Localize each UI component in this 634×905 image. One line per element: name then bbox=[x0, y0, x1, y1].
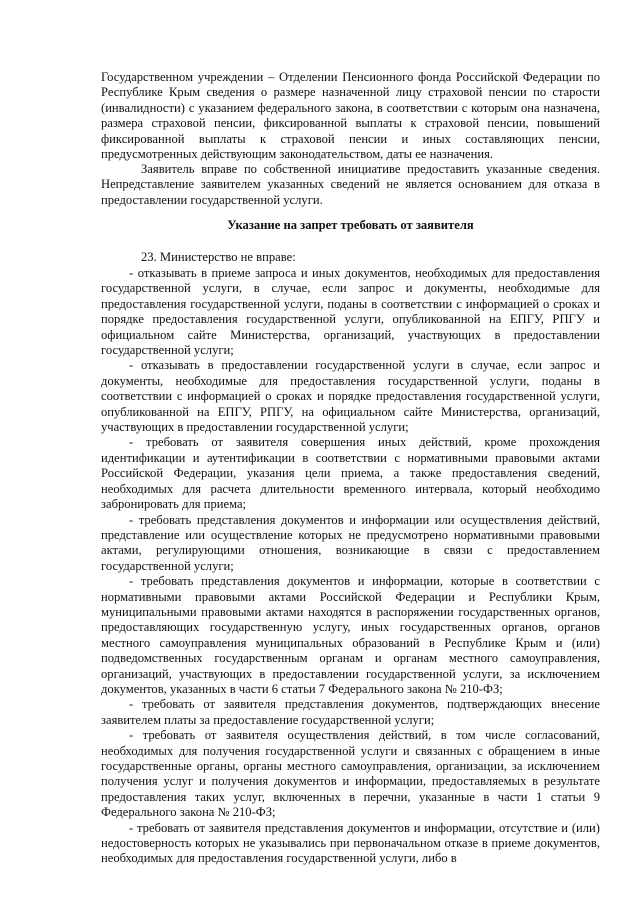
list-item: - отказывать в предоставлении государственной услуги в случае, если запрос и документы, необходимые для предоставления государственной услуги, поданы в соответствии с информацией о сроках и порядке предоставления государственной услуги, опубликованной на ЕПГУ, РПГУ, на официальном сайте Министерства, организаций, участвующих в предоставлении государственной услуги; bbox=[101, 358, 600, 435]
list-item: - требовать от заявителя представления документов и информации, отсутствие и (или) недостоверность которых не указывались при первоначальном отказе в приеме документов, необходимых для предоставления государственной услуги, либо в bbox=[101, 820, 600, 866]
paragraph-clause-23: 23. Министерство не вправе: bbox=[141, 250, 296, 264]
list-item: - требовать представления документов и информации или осуществления действий, представление или осуществление которых не предусмотрено нормативными правовыми актами, регулирующими отношения, возникающие в связи с предоставлением государственной услуги; bbox=[101, 512, 600, 573]
list-item: - отказывать в приеме запроса и иных документов, необходимых для предоставления государственной услуги, в случае, если запрос и документы, необходимые для предоставления государственной услуги, поданы в соответствии с информацией о сроках и порядке предоставления государственной услуги, опубликованной на ЕПГУ, РПГУ и официальном сайте Министерства, организаций, участвующих в предоставлении государственной услуги; bbox=[101, 266, 600, 358]
list-item: - требовать от заявителя совершения иных действий, кроме прохождения идентификации и аутентификации в соответствии с нормативными правовыми актами Российской Федерации, указания цели приема, а также предоставления сведений, необходимых для расчета длительности временного интервала, который необходимо забронировать для приема; bbox=[101, 435, 600, 512]
section-heading: Указание на запрет требовать от заявителя bbox=[227, 218, 474, 232]
prohibitions-list bbox=[101, 266, 600, 867]
paragraph-pension-info: Государственном учреждении – Отделении Пенсионного фонда Российской Федерации по Республике Крым сведения о размере назначенной лицу страховой пенсии по старости (инвалидности) с указанием федерального закона, в соответствии с которым она назначена, размера страховой пенсии, фиксированной выплаты к страховой пенсии, повышений фиксированной выплаты к страховой пенсии и иных составляющих пенсии, предусмотренных действующим законодательством, даты ее назначения. bbox=[101, 70, 600, 162]
list-item: - требовать представления документов и информации, которые в соответствии с нормативными правовыми актами Российской Федерации и Республики Крым, муниципальными правовыми актами находятся в распоряжении государственных органов, предоставляющих государственную услугу, иных государственных органов, органов местного самоуправления муниципальных образований в Республике Крым и (или) подведомственных государственным органам и органам местного самоуправления, организаций, участвующих в предоставлении государственной услуги, за исключением документов, указанных в части 6 статьи 7 Федерального закона № 210-ФЗ; bbox=[101, 574, 600, 696]
list-item: - требовать от заявителя осуществления действий, в том числе согласований, необходимых для получения государственной услуги и связанных с обращением в иные государственные органы, органы местного самоуправления, организации, за исключением получения услуг и получения документов и информации, предоставляемых в результате предоставления таких услуг, включенных в перечни, указанные в части 1 статьи 9 Федерального закона № 210-ФЗ; bbox=[101, 728, 600, 820]
paragraph-applicant-right: Заявитель вправе по собственной инициативе предоставить указанные сведения. Непредставление заявителем указанных сведений не является основанием для отказа в предоставлении государственной услуги. bbox=[101, 162, 600, 207]
list-item: - требовать от заявителя представления документов, подтверждающих внесение заявителем платы за предоставление государственной услуги; bbox=[101, 697, 600, 727]
